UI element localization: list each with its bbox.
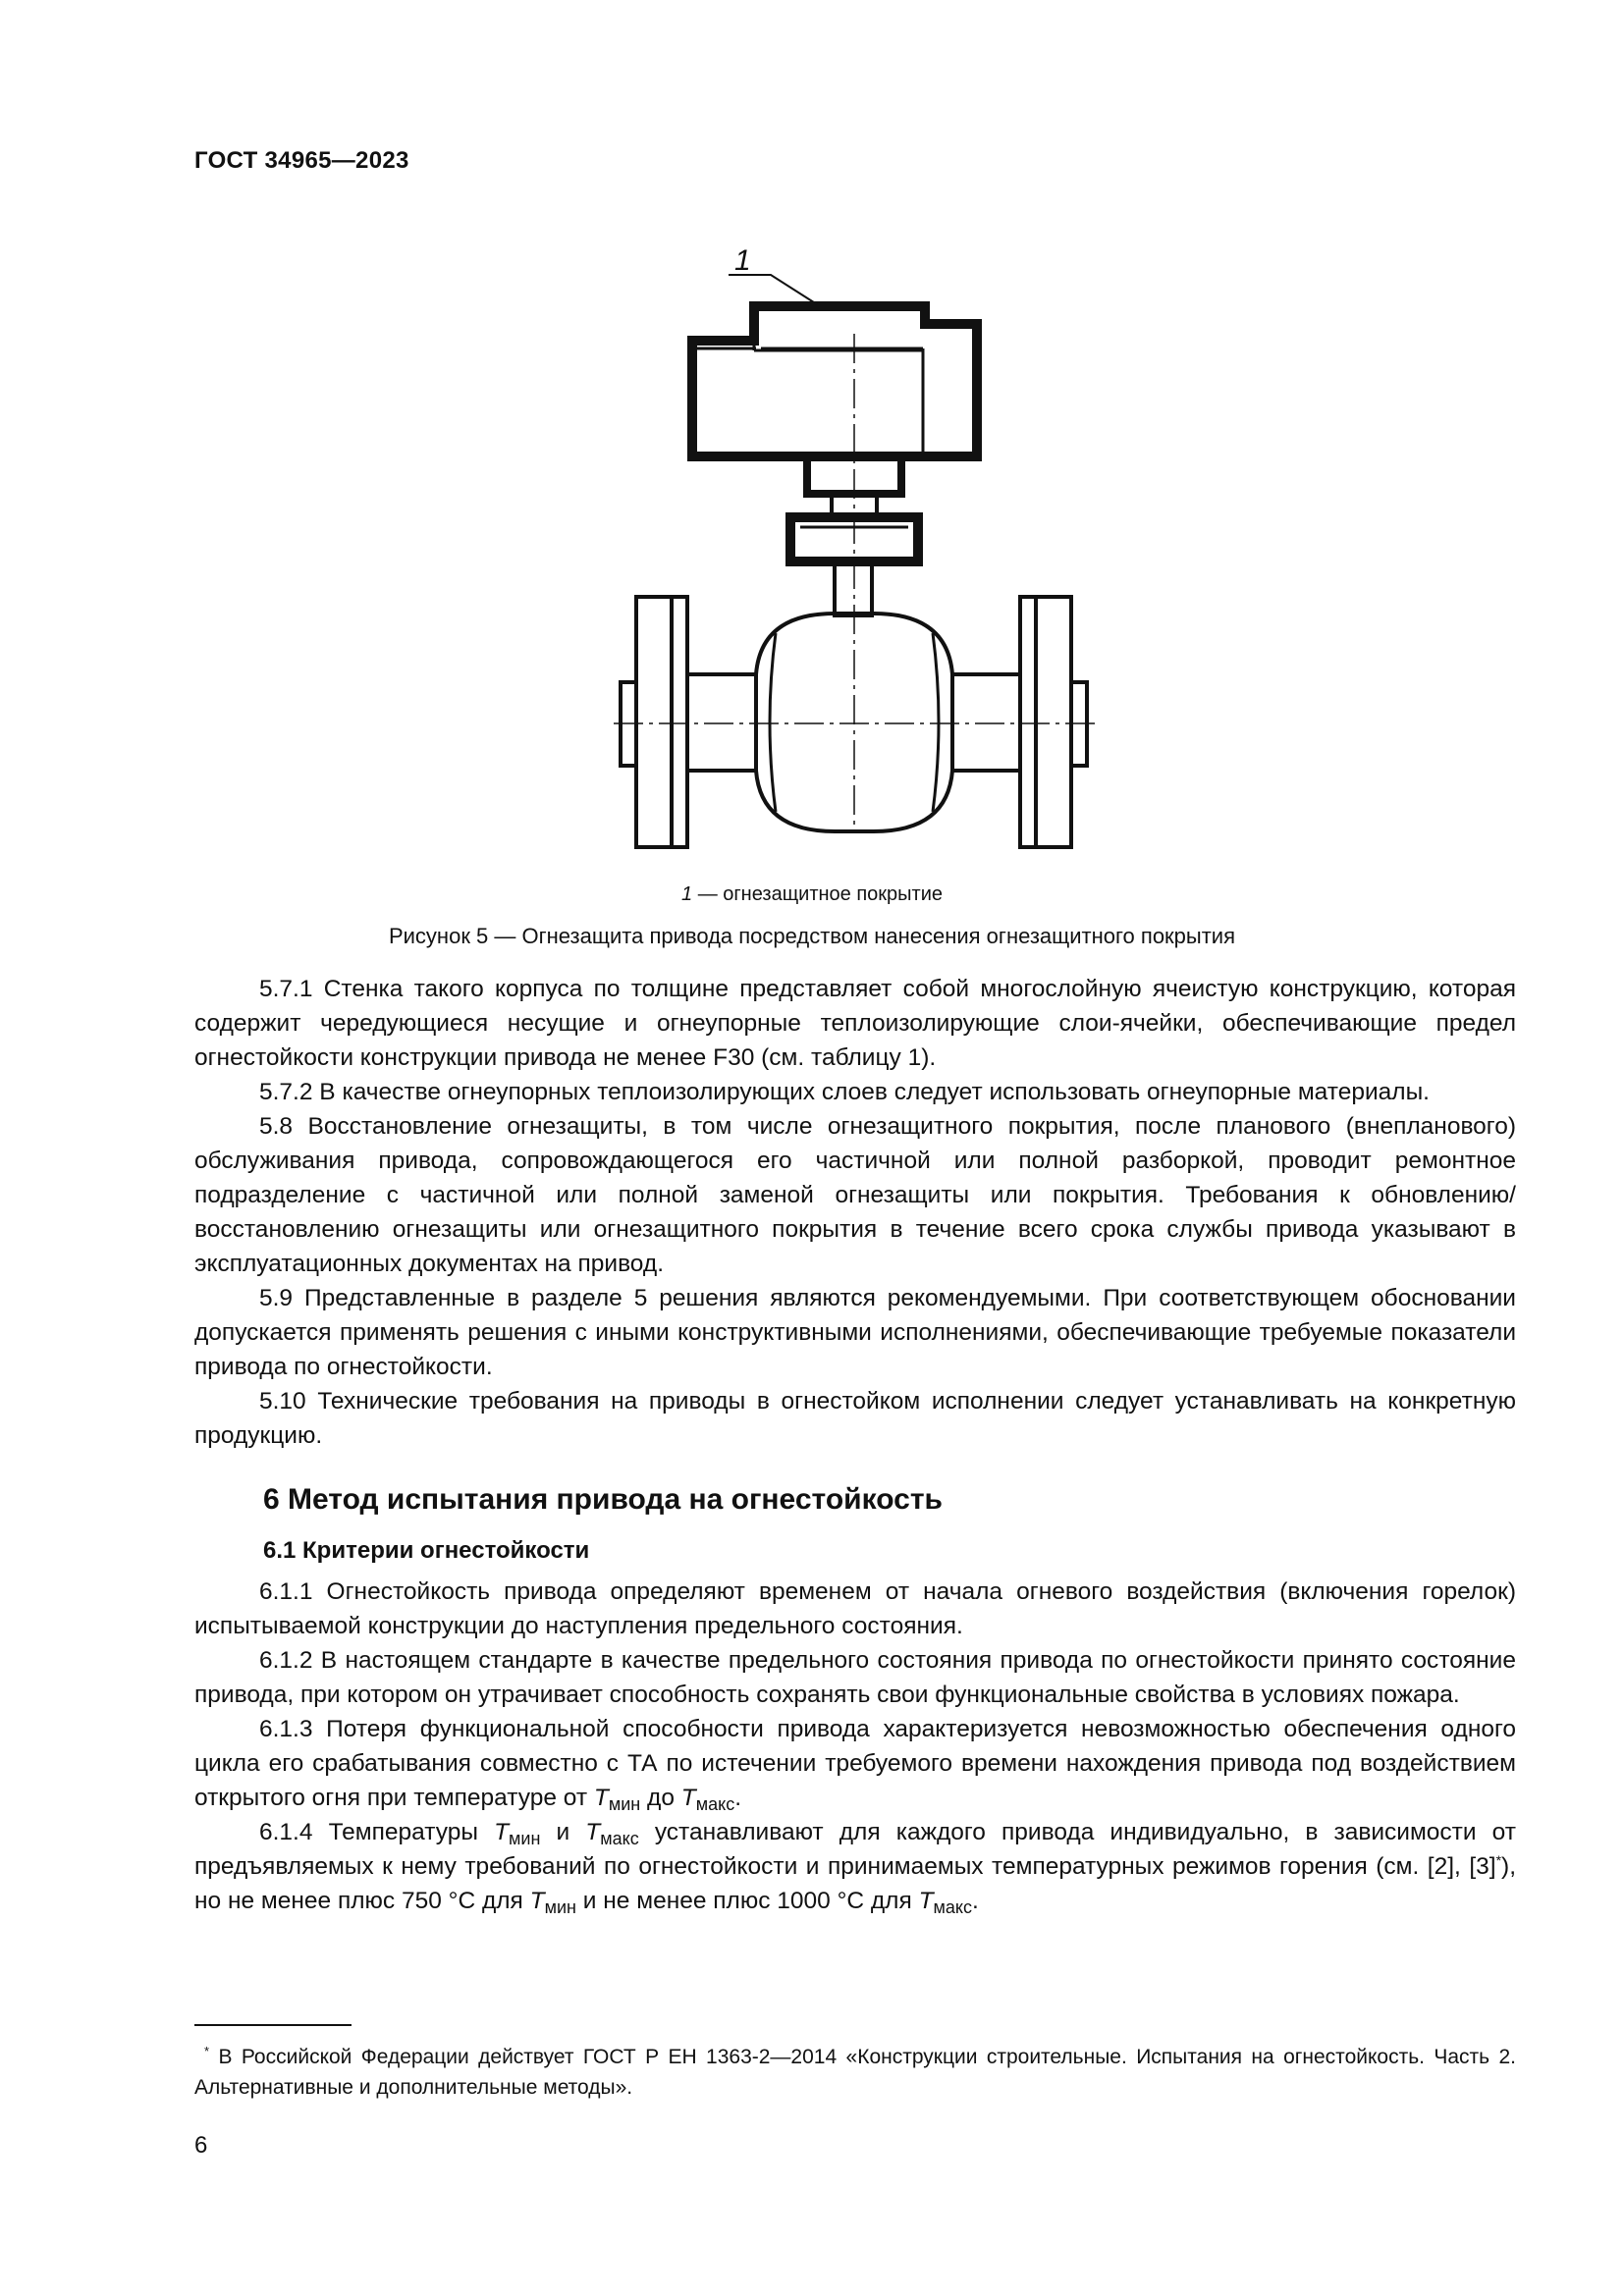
body-text — [194, 972, 1516, 1918]
footnote-separator — [194, 2024, 352, 2026]
figure-caption: Рисунок 5 — Огнезащита привода посредством нанесения огнезащитного покрытия — [388, 924, 1236, 948]
page-number: 6 — [194, 2132, 208, 2159]
paragraph-6-1-1: 6.1.1 Огнестойкость привода определяют временем от начала огневого воздействия (включения горелок) испытываемой конструкции до наступления предельного состояния. — [194, 1578, 1516, 1639]
paragraph-5-7-2: 5.7.2 В качестве огнеупорных теплоизолирующих слоев следует использовать огнеупорные материалы. — [259, 1079, 1430, 1105]
callout-leader — [729, 275, 817, 304]
actuator-housing-inner — [754, 341, 923, 452]
figure-legend — [0, 883, 1624, 906]
section-6-title: 6 Метод испытания привода на огнестойкость — [263, 1483, 943, 1516]
paragraph-5-7-1: 5.7.1 Стенка такого корпуса по толщине представляет собой многослойную ячеистую конструкцию, которая содержит чередующиеся несущие и огнеупорные теплоизолирующие слои-ячейки, обеспечивающие предел огнестойкости конструкции привода не менее F30 (см. таблицу 1). — [194, 976, 1516, 1071]
left-flange-outer — [636, 597, 672, 847]
paragraph-6-1-2: 6.1.2 В настоящем стандарте в качестве предельного состояния привода по огнестойкости принято состояние привода, при котором он утрачивает способность сохранять свои функциональные свойства в условиях пожара. — [194, 1647, 1516, 1708]
paragraph-6-1-3: 6.1.3 Потеря функциональной способности привода характеризуется невозможностью обеспечения одного цикла его срабатывания совместно с ТА по истечении требуемого времени нахождения привода под воздействием открытого огня при температуре от $T_{мин}$ до $T_{макс}$. — [194, 1716, 1516, 1814]
footnote — [194, 2042, 1516, 2103]
left-flange-inner — [672, 597, 687, 847]
valve-stem — [835, 561, 872, 615]
figure-legend-text: — огнезащитное покрытие — [692, 883, 943, 905]
paragraph-5-10: 5.10 Технические требования на приводы в огнестойком исполнении следует устанавливать на конкретную продукцию. — [194, 1388, 1516, 1449]
footnote-reference[interactable]: * — [1495, 1852, 1502, 1868]
paragraph-6-1-4: 6.1.4 Температуры $T_{мин}$ и $T_{макс}$ устанавливают для каждого привода индивидуально, в зависимости от предъявляемых к нему требований по огнестойкости и принимаемых температурных режимов горения (см. [2], [3]*), но не менее плюс 750 °С для $T_{мин}$ и не менее плюс 1000 °С для $T_{макс}$. — [194, 1819, 1516, 1917]
right-flange-inner — [1020, 597, 1036, 847]
figure-5-drawing — [589, 221, 1100, 864]
footnote-marker: * — [204, 2044, 210, 2058]
paragraph-5-8: 5.8 Восстановление огнезащиты, в том числе огнезащитного покрытия, после планового (внепланового) обслуживания привода, сопровождающегося его частичной или полной разборкой, проводит ремонтное подразделение с частичной или полной заменой огнезащиты или покрытия. Требования к обновлению/восстановлению огнезащиты или огнезащитного покрытия в течение всего срока службы привода указывают в эксплуатационных документах на привод. — [194, 1113, 1516, 1277]
paragraph-5-9: 5.9 Представленные в разделе 5 решения являются рекомендуемыми. При соответствующем обосновании допускается применять решения с иными конструктивными исполнениями, обеспечивающие требуемые показатели привода по огнестойкости. — [194, 1285, 1516, 1380]
callout-number: 1 — [734, 244, 751, 277]
section-6-1-title: 6.1 Критерии огнестойкости — [263, 1537, 590, 1564]
actuator-housing-outer — [692, 306, 977, 456]
right-pipe — [952, 674, 1020, 771]
document-header: ГОСТ 34965—2023 — [194, 147, 409, 174]
left-pipe — [687, 674, 756, 771]
right-flange-outer — [1036, 597, 1071, 847]
figure-legend-number: 1 — [681, 883, 693, 905]
footnote-text: В Российской Федерации действует ГОСТ Р ЕН 1363-2—2014 «Конструкции строительные. Испытания на огнестойкость. Часть 2. Альтернативные и дополнительные методы». — [194, 2046, 1516, 2099]
